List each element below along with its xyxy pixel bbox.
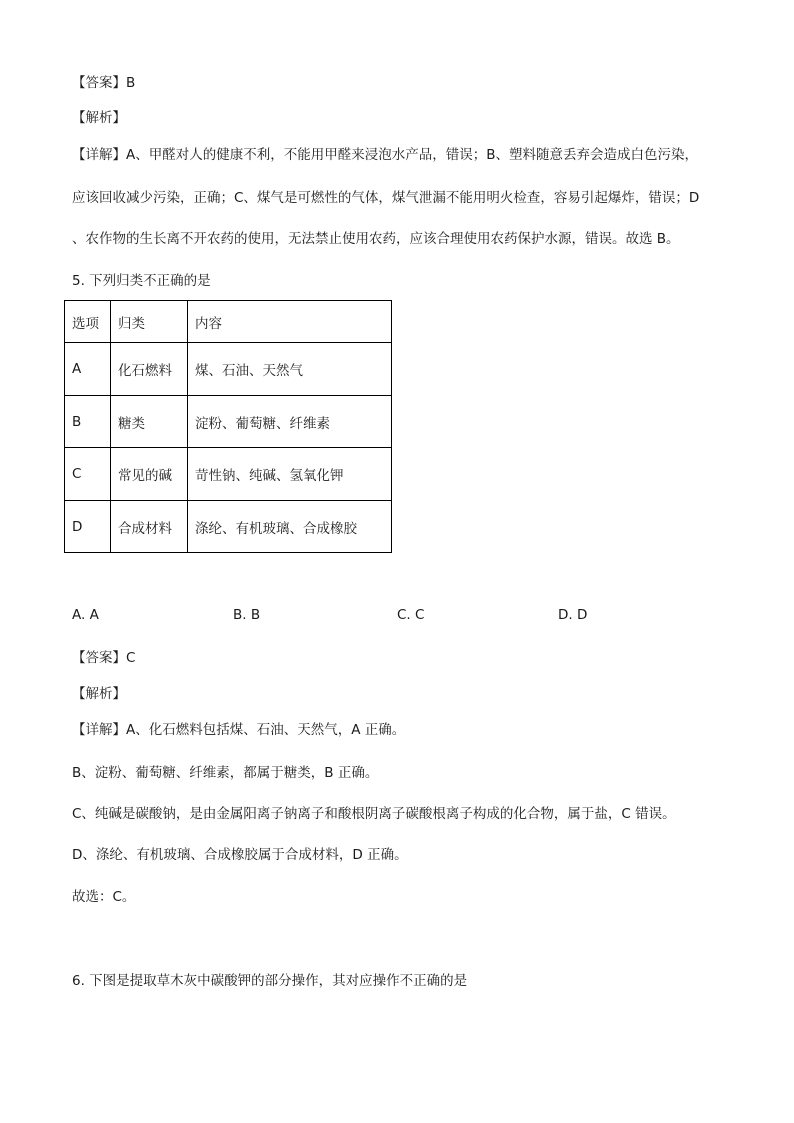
detail-tag: 【详解】 bbox=[72, 722, 126, 738]
table-cell: 化石燃料 bbox=[111, 343, 188, 396]
table-header-cell: 归类 bbox=[111, 301, 188, 343]
question-stem: 6. 下图是提取草木灰中碳酸钾的部分操作，其对应操作不正确的是 bbox=[72, 973, 468, 989]
detail-line: 、农作物的生长离不开农药的使用，无法禁止使用农药，应该合理使用农药保护水源，错误。故选 B。 bbox=[72, 231, 680, 247]
detail-line: C、纯碱是碳酸钠，是由金属阳离子钠离子和酸根阴离子碳酸根离子构成的化合物，属于盐，C 错误。 bbox=[72, 806, 676, 822]
answer-tag: 【答案】 bbox=[72, 650, 126, 666]
detail-line bbox=[72, 146, 698, 164]
answer-value: C bbox=[126, 650, 136, 666]
detail-line: D、涤纶、有机玻璃、合成橡胶属于合成材料，D 正确。 bbox=[72, 847, 408, 863]
answer-options bbox=[72, 607, 732, 627]
table-row bbox=[65, 501, 392, 553]
classification-table bbox=[64, 300, 392, 553]
table-header-cell: 选项 bbox=[65, 301, 111, 343]
detail-line: 应该回收减少污染，正确；C、煤气是可燃性的气体，煤气泄漏不能用明火检查，容易引起爆炸，错误；D bbox=[72, 190, 700, 206]
table-cell: 糖类 bbox=[111, 396, 188, 448]
table-cell: 淀粉、葡萄糖、纤维素 bbox=[188, 396, 392, 448]
detail-text: A、化石燃料包括煤、石油、天然气，A 正确。 bbox=[126, 722, 406, 738]
table-cell: D bbox=[65, 501, 111, 553]
answer-line bbox=[72, 649, 135, 667]
detail-tag: 【详解】 bbox=[72, 147, 126, 163]
question-stem: 5. 下列归类不正确的是 bbox=[72, 273, 211, 289]
table-header-cell: 内容 bbox=[188, 301, 392, 343]
analysis-tag: 【解析】 bbox=[72, 686, 126, 702]
table-cell: 常见的碱 bbox=[111, 448, 188, 501]
answer-value: B bbox=[126, 75, 136, 91]
table-cell: C bbox=[65, 448, 111, 501]
table-cell: 煤、石油、天然气 bbox=[188, 343, 392, 396]
option-b[interactable]: B. B bbox=[233, 607, 261, 623]
table-row bbox=[65, 396, 392, 448]
table-cell: 苛性钠、纯碱、氢氧化钾 bbox=[188, 448, 392, 501]
option-a[interactable]: A. A bbox=[72, 607, 99, 623]
table-cell: B bbox=[65, 396, 111, 448]
table-cell: 合成材料 bbox=[111, 501, 188, 553]
option-c[interactable]: C. C bbox=[397, 607, 425, 623]
table-cell: 涤纶、有机玻璃、合成橡胶 bbox=[188, 501, 392, 553]
conclusion-line: 故选：C。 bbox=[72, 889, 136, 905]
table-cell: A bbox=[65, 343, 111, 396]
answer-line bbox=[72, 74, 135, 92]
table-row bbox=[65, 448, 392, 501]
analysis-tag: 【解析】 bbox=[72, 110, 126, 126]
option-d[interactable]: D. D bbox=[558, 607, 588, 623]
detail-text: A、甲醛对人的健康不利，不能用甲醛来浸泡水产品，错误；B、塑料随意丢弃会造成白色污染， bbox=[126, 147, 698, 163]
table-row bbox=[65, 343, 392, 396]
table-header-row bbox=[65, 301, 392, 343]
detail-line: B、淀粉、葡萄糖、纤维素，都属于糖类，B 正确。 bbox=[72, 765, 379, 781]
answer-tag: 【答案】 bbox=[72, 75, 126, 91]
detail-line bbox=[72, 721, 405, 739]
